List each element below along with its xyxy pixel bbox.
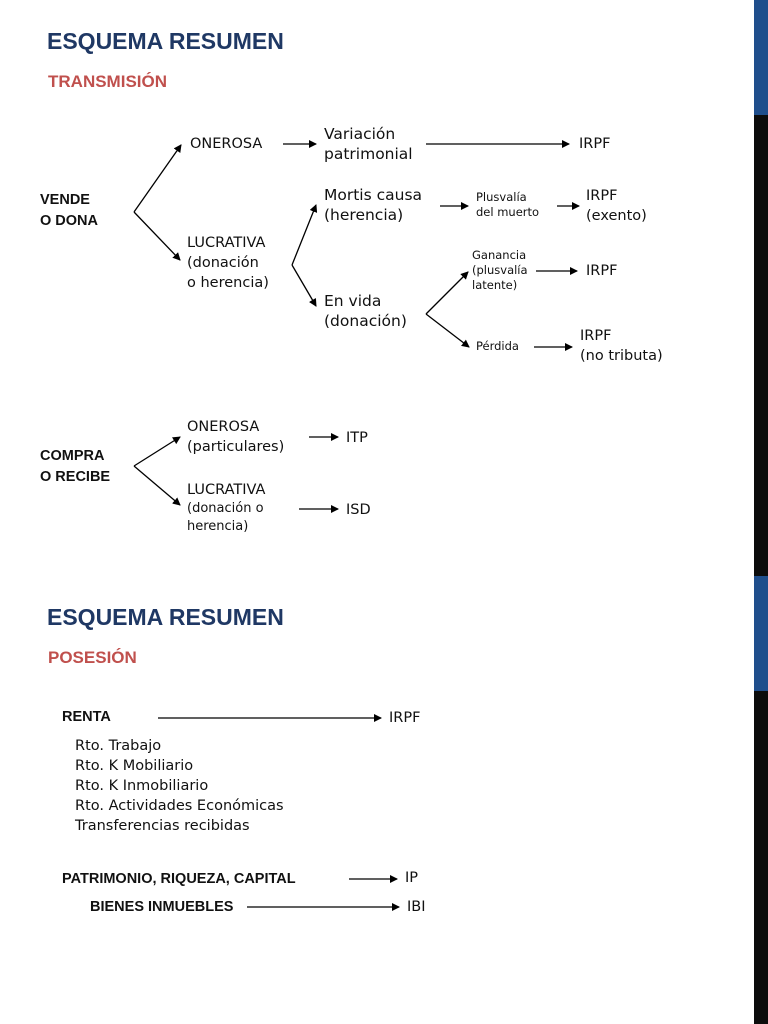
rendimientos-list (75, 736, 284, 836)
node-mortis-causa: Mortis causa (herencia) (324, 186, 423, 224)
list-item: Rto. K Inmobiliario (75, 778, 209, 794)
node-onerosa-particulares: ONEROSA (particulares) (187, 419, 285, 455)
arrow-compra-onerosa (134, 437, 180, 466)
node-irpf-ganancia: IRPF (586, 263, 618, 279)
node-lucrativa: LUCRATIVA (donación o herencia) (187, 235, 269, 291)
node-en-vida: En vida (donación) (324, 292, 407, 330)
node-vende-o-dona: VENDE O DONA (40, 192, 98, 229)
arrow-envida-ganancia (426, 272, 468, 314)
list-item: Rto. Actividades Económicas (75, 798, 284, 814)
node-lucrativa-compra-detail: (donación o herencia) (187, 501, 264, 534)
node-isd: ISD (346, 502, 371, 518)
node-ip: IP (405, 870, 419, 886)
node-irpf-variacion: IRPF (579, 136, 611, 152)
node-ibi: IBI (407, 899, 426, 915)
node-bienes-inmuebles: BIENES INMUEBLES (90, 899, 234, 915)
node-plusvalia-del-muerto: Plusvalía del muerto (476, 190, 540, 219)
node-irpf-renta: IRPF (389, 710, 421, 726)
list-item: Transferencias recibidas (75, 818, 250, 834)
arrow-envida-perdida (426, 314, 469, 347)
arrow-vende-lucrativa (134, 212, 180, 260)
arrow-lucrativa-envida (292, 265, 316, 306)
section-subtitle: POSESIÓN (48, 648, 137, 667)
node-itp: ITP (346, 430, 368, 446)
arrow-lucrativa-mortis (292, 205, 316, 265)
node-ganancia: Ganancia (plusvalía latente) (472, 248, 528, 292)
node-compra-o-recibe: COMPRA O RECIBE (40, 448, 111, 485)
page-title: ESQUEMA RESUMEN (47, 28, 284, 54)
node-irpf-exento: IRPF (exento) (586, 188, 647, 224)
arrow-vende-onerosa (134, 145, 181, 212)
list-item: Rto. Trabajo (75, 738, 162, 754)
section-subtitle: TRANSMISIÓN (48, 72, 167, 91)
node-perdida: Pérdida (476, 339, 519, 353)
node-lucrativa-compra: LUCRATIVA (187, 482, 266, 498)
slide-posesion (0, 576, 768, 1024)
node-renta: RENTA (62, 709, 111, 725)
node-onerosa: ONEROSA (190, 136, 263, 152)
list-item: Rto. K Mobiliario (75, 758, 194, 774)
node-patrimonio: PATRIMONIO, RIQUEZA, CAPITAL (62, 871, 296, 887)
node-irpf-no-tributa: IRPF (no tributa) (580, 328, 663, 364)
page-title: ESQUEMA RESUMEN (47, 604, 284, 630)
node-variacion-patrimonial: Variación patrimonial (324, 125, 413, 163)
arrow-compra-lucrativa (134, 466, 180, 505)
